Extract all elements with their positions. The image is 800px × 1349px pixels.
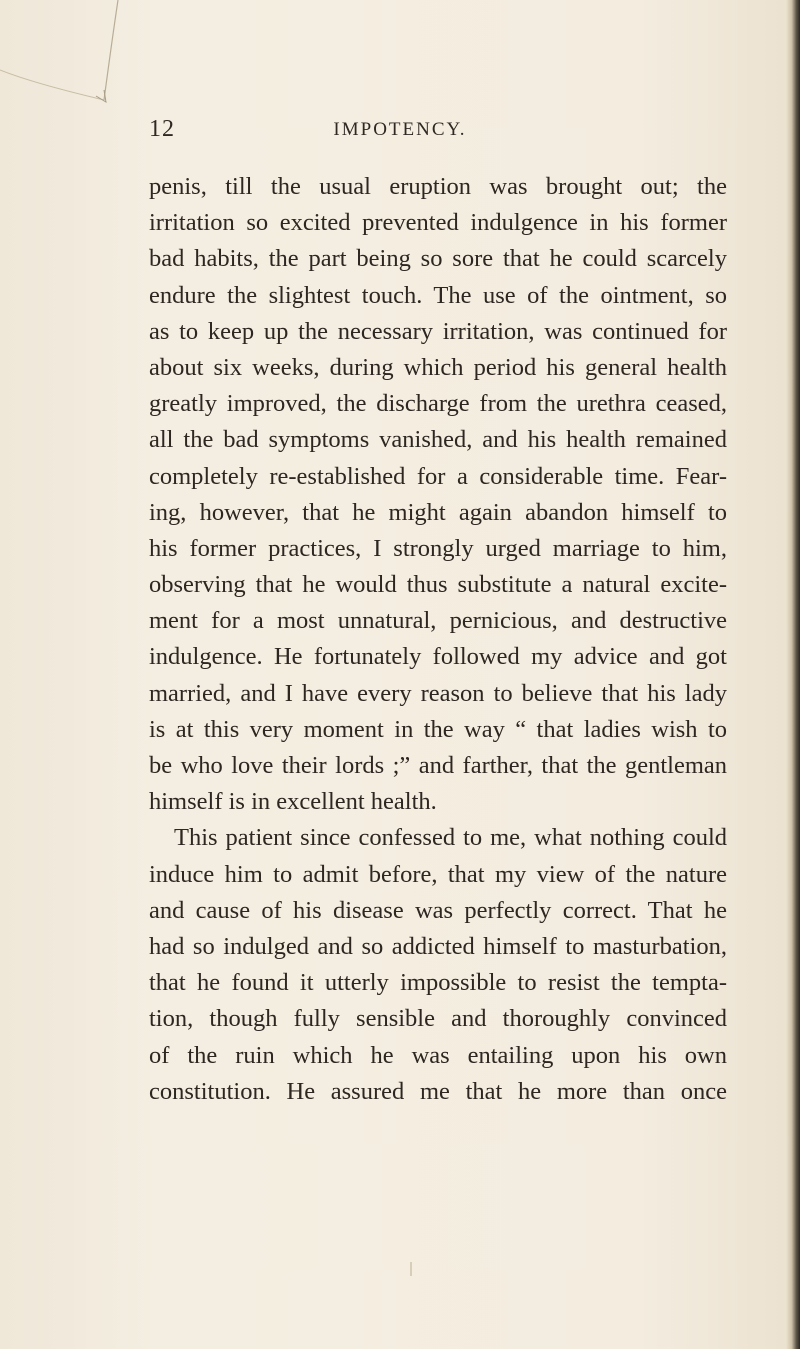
paragraph-first-line: This patient since confessed to me, what nothing could <box>174 824 727 852</box>
text-line: irritation so excited prevented indulgence in his former <box>149 209 727 237</box>
text-line: and cause of his disease was perfectly correct. That he <box>149 896 727 924</box>
page-binding-edge <box>786 0 800 1349</box>
text-line: as to keep up the necessary irritation, was continued for <box>149 317 727 345</box>
text-line: of the ruin which he was entailing upon his own <box>149 1041 727 1069</box>
text-line: be who love their lords ;” and farther, that the gentleman <box>149 752 727 779</box>
running-head: IMPOTENCY. <box>333 119 467 140</box>
text-line: bad habits, the part being so sore that he could scarcely <box>149 245 727 273</box>
text-line: about six weeks, during which period his general health <box>149 353 727 381</box>
body-text <box>149 169 727 1110</box>
text-line: endure the slightest touch. The use of the ointment, so <box>149 281 727 309</box>
text-line: that he found it utterly impossible to resist the tempta- <box>149 969 727 997</box>
text-line: constitution. He assured me that he more than once <box>149 1077 727 1105</box>
text-line: married, and I have every reason to believe that his lady <box>149 679 727 707</box>
text-line: penis, till the usual eruption was brought out; the <box>149 173 727 200</box>
paragraph-end-line: himself is in excellent health. <box>149 788 437 816</box>
page-header <box>0 116 800 146</box>
page-number: 12 <box>149 116 175 142</box>
text-line: is at this very moment in the way “ that ladies wish to <box>149 715 727 743</box>
text-line: had so indulged and so addicted himself to masturbation, <box>149 932 727 960</box>
text-line: completely re-established for a considerable time. Fear- <box>149 462 727 490</box>
paper-blemish <box>410 1262 412 1276</box>
text-line: tion, though fully sensible and thoroughly convinced <box>149 1005 727 1033</box>
text-line: all the bad symptoms vanished, and his health remained <box>149 426 727 454</box>
text-line: his former practices, I strongly urged marriage to him, <box>149 534 727 562</box>
text-line: indulgence. He fortunately followed my advice and got <box>149 643 727 671</box>
text-line: ment for a most unnatural, pernicious, and destructive <box>149 607 727 635</box>
page-corner-fold-marks <box>0 0 160 110</box>
text-line: observing that he would thus substitute a natural excite- <box>149 571 727 599</box>
text-line: induce him to admit before, that my view of the nature <box>149 860 727 888</box>
text-line: ing, however, that he might again abandon himself to <box>149 498 727 526</box>
text-line: greatly improved, the discharge from the urethra ceased, <box>149 390 727 418</box>
